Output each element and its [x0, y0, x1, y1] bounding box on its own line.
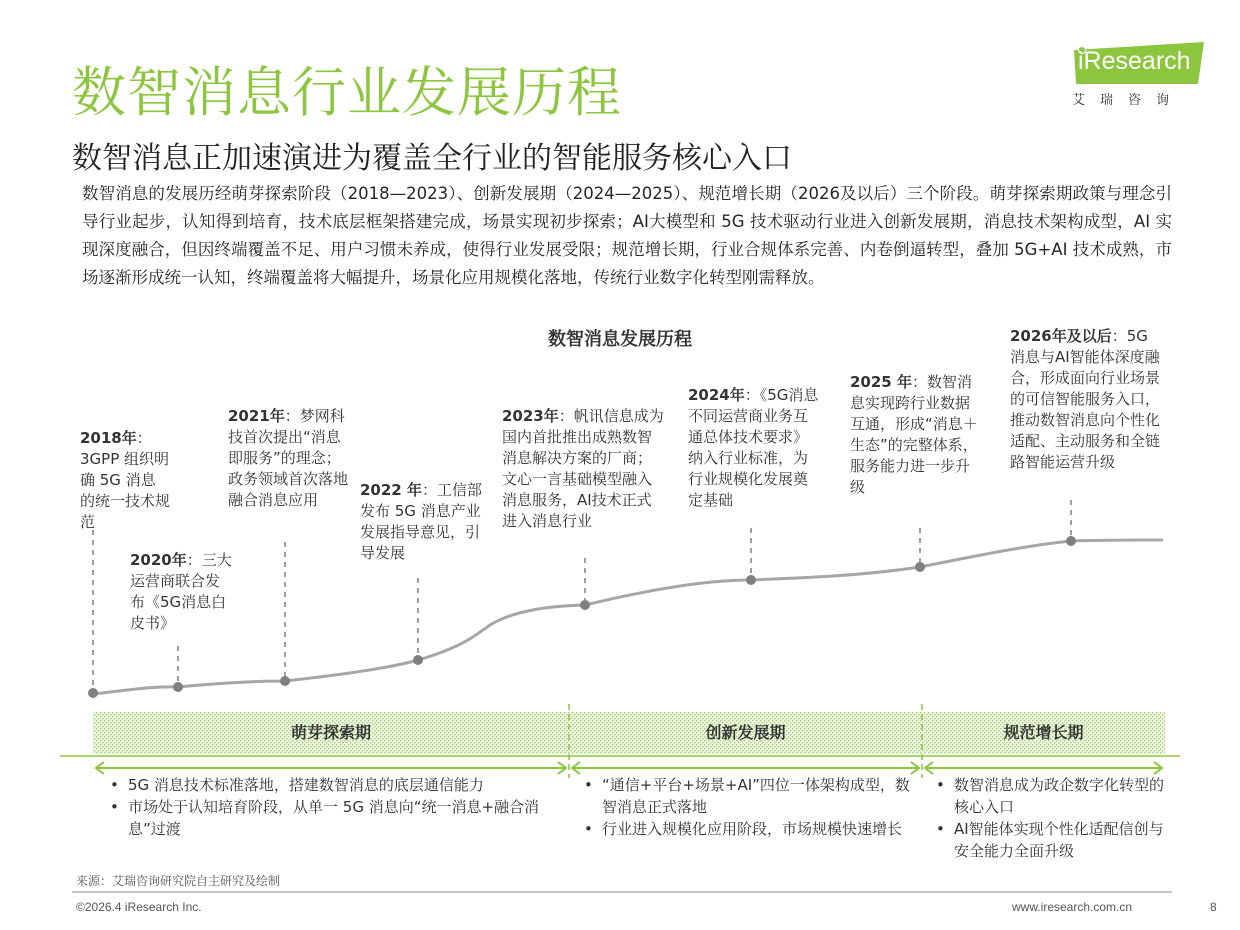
phase-label-2: 创新发展期 — [705, 723, 786, 742]
list-item: • 市场处于认知培育阶段，从单一 5G 消息向“统一消息+融合消息”过渡 — [106, 796, 556, 840]
page-number: 8 — [1210, 900, 1217, 914]
website-url: www.iresearch.com.cn — [1012, 900, 1133, 914]
marker-2026 — [1066, 536, 1076, 546]
event-2026: 2026年及以后：5G消息与AI智能体深度融合，形成面向行业场景的可信智能服务入口，推动数智消息向个性化适配、主动服务和全链路智能运营升级 — [1010, 327, 1161, 471]
list-item: • “通信+平台+场景+AI”四位一体架构成型，数智消息正式落地 — [580, 774, 910, 818]
phase-1-bullets — [106, 774, 556, 840]
phase-2-bullets — [580, 774, 910, 840]
logo-cn-text: 艾瑞咨询 — [1072, 93, 1185, 108]
event-2023: 2023年：帆讯信息成为国内首批推出成熟数智消息解决方案的厂商；文心一言基础模型融入消息服务，AI技术正式进入消息行业 — [502, 407, 664, 530]
event-2022: 2022 年：工信部发布 5G 消息产业发展指导意见，引导发展 — [360, 481, 483, 562]
intro-paragraph: 数智消息的发展历经萌芽探索阶段（2018—2023）、创新发展期（2024—2025）、规范增长期（2026及以后）三个阶段。萌芽探索期政策与理念引导行业起步，认知得到培育，技术底层框架搭建完成，场景实现初步探索；AI大模型和 5G 技术驱动行业进入创新发展期，消息技术架构成型，AI 实现深度融合，但因终端覆盖不足、用户习惯未养成，使得行业发展受限；规范增长期，行业合规体系完善、内卷倒逼转型，叠加 5G+AI 技术成熟，市场逐渐形成统一认知，终端覆盖将大幅提升，场景化应用规模化落地，传统行业数字化转型刚需释放。 — [82, 184, 1172, 287]
list-item: • 数智消息成为政企数字化转型的核心入口 — [932, 774, 1168, 818]
chart-title: 数智消息发展历程 — [548, 329, 692, 350]
marker-2024 — [746, 575, 756, 585]
event-2018: 2018年：3GPP 组织明确 5G 消息的统一技术规范 — [80, 429, 171, 531]
list-item: • AI智能体实现个性化适配信创与安全能力全面升级 — [932, 818, 1168, 862]
list-item: • 行业进入规模化应用阶段，市场规模快速增长 — [580, 818, 910, 840]
growth-curve — [93, 540, 1163, 694]
logo-brand-text: iResearch — [1078, 47, 1191, 75]
marker-2020 — [173, 682, 183, 692]
event-2025: 2025 年：数智消息实现跨行业数据互通，形成“消息＋生态”的完整体系，服务能力进一步升级 — [850, 373, 978, 496]
phase-label-1: 萌芽探索期 — [290, 723, 371, 742]
marker-2025 — [915, 562, 925, 572]
marker-2023 — [580, 600, 590, 610]
marker-2022 — [413, 655, 423, 665]
marker-2021 — [280, 676, 290, 686]
list-item: • 5G 消息技术标准落地，搭建数智消息的底层通信能力 — [106, 774, 556, 796]
page-subtitle: 数智消息正加速演进为覆盖全行业的智能服务核心入口 — [72, 141, 792, 176]
marker-2018 — [88, 688, 98, 698]
copyright: ©2026.4 iResearch Inc. — [76, 900, 202, 914]
event-2024: 2024年：《5G消息不同运营商业务互通总体技术要求》纳入行业标准，为行业规模化发展奠定基础 — [688, 386, 819, 509]
source-note: 来源：艾瑞咨询研究院自主研究及绘制 — [76, 874, 281, 888]
phase-label-3: 规范增长期 — [1003, 723, 1084, 742]
event-2020: 2020年：三大运营商联合发布《5G消息白皮书》 — [130, 551, 232, 632]
phase-3-bullets — [932, 774, 1168, 862]
page-title: 数智消息行业发展历程 — [72, 61, 622, 124]
event-2021: 2021年：梦网科技首次提出“消息即服务”的理念；政务领域首次落地融合消息应用 — [228, 407, 349, 509]
